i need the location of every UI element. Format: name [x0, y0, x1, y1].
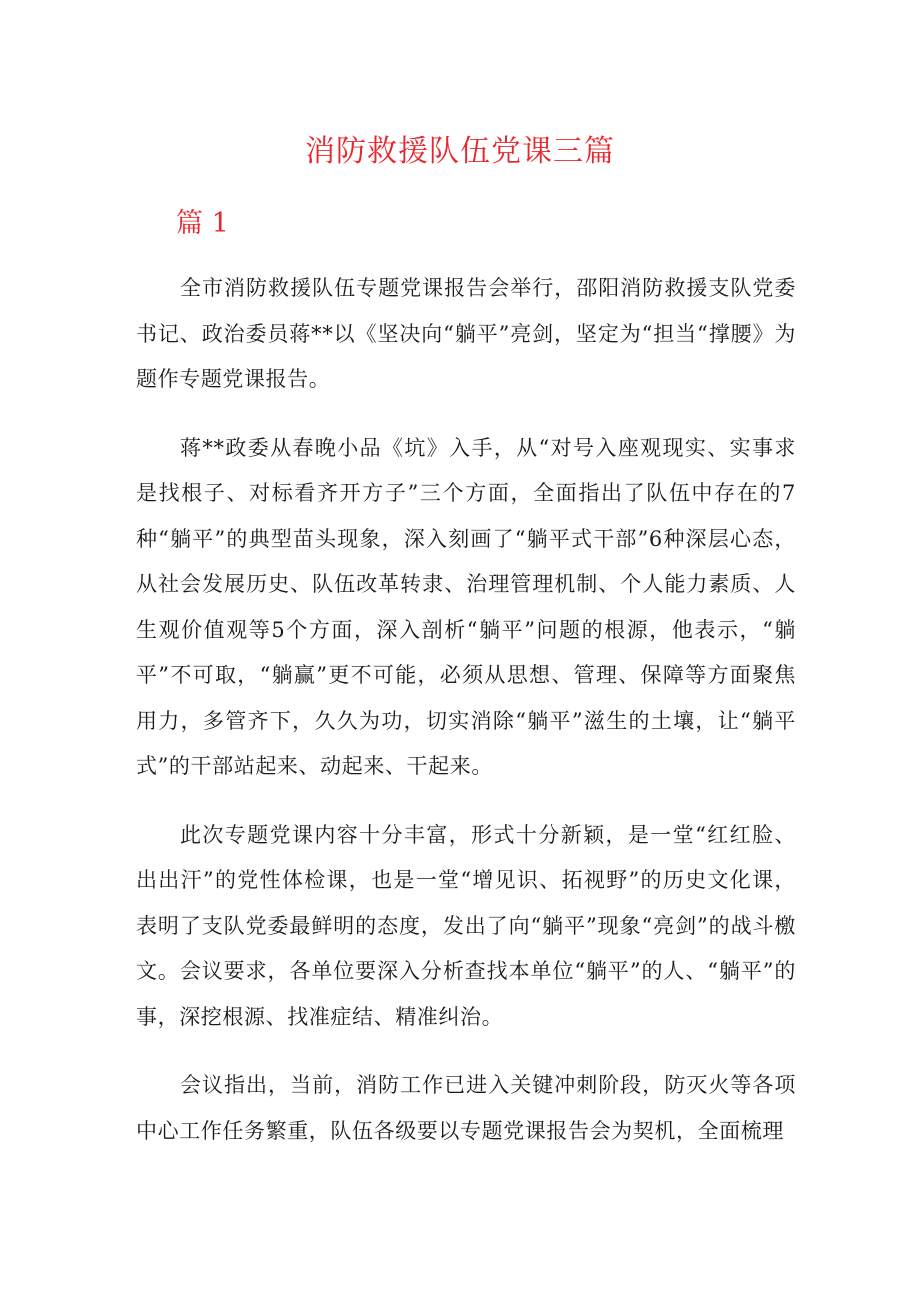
paragraph-3: 此次专题党课内容十分丰富，形式十分新颖，是一堂“红红脸、出出汗”的党性体检课，也是一堂“增见识、拓视野”的历史文化课，表明了支队党委最鲜明的态度，发出了向“躺平”现象“亮剑”的战斗檄文。会议要求，各单位要深入分析查找本单位“躺平”的人、“躺平”的事，深挖根源、找准症结、精准纠治。 [136, 822, 796, 1029]
document-title: 消防救援队伍党课三篇 [305, 134, 615, 169]
document-body [136, 266, 796, 1177]
paragraph-1: 全市消防救援队伍专题党课报告会举行，邵阳消防救援支队党委书记、政治委员蒋**以《坚决向“躺平”亮剑，坚定为“担当“撑腰》为题作专题党课报告。 [136, 276, 796, 391]
paragraph-4: 会议指出，当前，消防工作已进入关键冲刺阶段，防灭火等各项中心工作任务繁重，队伍各级要以专题党课报告会为契机，全面梳理 [136, 1073, 796, 1143]
paragraph-2: 蒋**政委从春晚小品《坑》入手，从“对号入座观现实、实事求是找根子、对标看齐开方子”三个方面，全面指出了队伍中存在的7种“躺平”的典型苗头现象，深入刻画了“躺平式干部”6种深层心态，从社会发展历史、队伍改革转隶、治理管理机制、个人能力素质、人生观价值观等5个方面，深入剖析“躺平”问题的根源，他表示，“躺平”不可取，“躺赢”更不可能，必须从思想、管理、保障等方面聚焦用力，多管齐下，久久为功，切实消除“躺平”滋生的土壤，让“躺平式”的干部站起来、动起来、干起来。 [136, 435, 796, 778]
section-heading: 篇 1 [176, 208, 229, 239]
